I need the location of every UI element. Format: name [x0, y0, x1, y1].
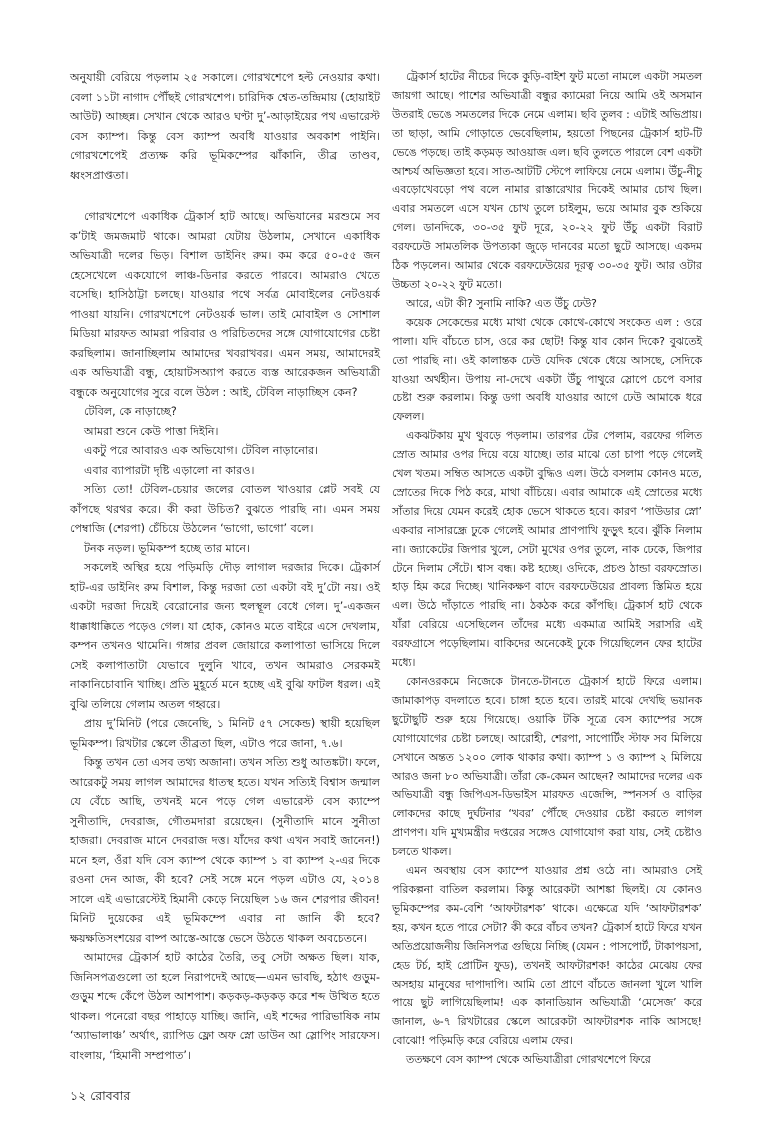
paragraph: প্রায় দু’মিনিট (পরে জেনেছি, ১ মিনিট ৫৭ সেকেন্ড) স্থায়ী হয়েছিল ভূমিকম্প। রিখটার স্কেলে তীব্রতা ছিল, এটাও পরে জানা, ৭.৬।: [70, 717, 380, 750]
paragraph: একঝটকায় মুখ থুবড়ে পড়লাম। তারপর টের পেলাম, বরফের গলিত স্রোত আমার ওপর দিয়ে বয়ে যাচ্ছে। তার মাঝে তো চাপা পড়ে গেলেই খেল খতম। সম্বিত আসতে একটা বুদ্ধিও এল। উঠে বসলাম কোনও মতে, স্রোতের দিকে পিঠ করে, মাথা বাঁচিয়ে। এবার আমাকে এই স্রোতের মধ্যে সাঁতার দিয়ে যেমন করেই হোক ভেসে থাকতে হবে। কারণ ‘পাউডার স্নো’ একবার নাসারন্ধ্রে ঢুকে গেলেই আমার প্রাণপাখি ফুড়ুৎ হবে। ঝুঁকি নিলাম না। জ্যাকেটের জিপার খুলে, সেটা মুখের ওপর তুলে, নাক ঢেকে, জিপার টেনে দিলাম সেঁটে। শ্বাস বন্ধ। কষ্ট হচ্ছে। ওদিকে, প্রচণ্ড ঠান্ডা বরফস্রোত। হাড় হিম করে দিচ্ছে। খানিকক্ষণ বাদে বরফঢেউয়ের প্রাবল্য স্তিমিত হয়ে এল। উঠে দাঁড়াতে পারছি না। ঠকঠক করে কাঁপছি। ট্রেকার্স হাট থেকে যাঁরা বেরিয়ে এসেছিলেন তাঁদের মধ্যে একমাত্র আমিই সরাসরি এই বরফগ্রাসে পড়েছিলাম। বাকিদের অনেকেই ঢুকে গিয়েছিলেন ফের হাটের মধ্যে।: [392, 429, 702, 670]
paragraph: সকলেই অস্থির হয়ে পড়িমড়ি দৌড় লাগাল দরজার দিকে। ট্রেকার্স হাট-এর ডাইনিং রুম বিশাল, কিন্তু দরজা তো একটা বই দু’টো নয়। ওই একটা দরজা দিয়েই বেরোনোর জন্য হুলস্থূল বেধে গেল। দু’-একজন ধাক্কাধাক্কিতে পড়েও গেল। যা হোক, কোনও মতে বাইরে এসে দেখলাম, কম্পন তখনও থামেনি। গঙ্গার প্রবল জোয়ারে কলাপাতা ভাসিয়ে দিলে সেই কলাপাতাটা যেভাবে দুলুনি খাবে, তখন আমরাও সেরকমই নাকানিচোবানি খাচ্ছি। প্রতি মুহূর্তে মনে হচ্ছে এই বুঝি ফাটল ধরল। এই বুঝি তলিয়ে গেলাম অতল গহ্বরে।: [70, 561, 380, 711]
paragraph: সত্যি তো! টেবিল-চেয়ার জলের বোতল খাওয়ার প্লেট সবই যে কাঁপছে থরথর করে। কী করা উচিত? বুঝতে পারছি না। এমন সময় পেম্বাজি (শেরপা) চেঁচিয়ে উঠলেন ‘ভাগো, ভাগো’ বলে।: [70, 483, 380, 535]
paragraph: আমাদের ট্রেকার্স হাট কাঠের তৈরি, তবু সেটা অক্ষত ছিল। যাক, জিনিসপত্রগুলো তা হলে নিরাপদেই আছে—এমন ভাবছি, হঠাৎ গুড়ুম-গুড়ুম শব্দে কেঁপে উঠল আশপাশ। কড়কড়-কড়কড় করে শব্দ উত্থিত হতে থাকল। পনেরো বছর পাহাড়ে যাচ্ছি। জানি, এই শব্দের পারিভাষিক নাম ‘অ্যাভালাঞ্চ’ অর্থাৎ, র‍্যাপিড ফ্লো অফ স্নো ডাউন আ স্লোপিং সারফেস। বাংলায়, ‘হিমানী সম্প্রপাত’।: [70, 951, 380, 1062]
paragraph: একটু পরে আবারও এক অভিযোগ। টেবিল নাড়ানোর।: [84, 444, 319, 457]
paragraph-gap: [70, 185, 380, 207]
paragraph: এবার ব্যাপারটা দৃষ্টি এড়ালো না কারও।: [84, 463, 255, 477]
paragraph: টেবিল, কে নাড়াচ্ছে?: [84, 405, 177, 418]
right-column: [392, 68, 702, 1070]
page-footer: [70, 1088, 130, 1108]
paragraph: কিন্তু তখন তো এসব তথ্য অজানা। তখন সত্যি শুধু আতঙ্কটা। ফলে, আরেকটু সময় লাগল আমাদের ধাতস্থ হতে। যখন সত্যিই বিশ্বাস জন্মাল যে বেঁচে আছি, তখনই মনে পড়ে গেল এভারেস্ট বেস ক্যাম্পে সুনীতাদি, দেবরাজ, গৌতমদারা রয়েছেন। (সুনীতাদি মানে সুনীতা হাজরা। দেবরাজ মানে দেবরাজ দত্ত। যাঁদের কথা এখন সবাই জানেন!) মনে হল, ওঁরা যদি বেস ক্যাম্প থেকে ক্যাম্প ১ বা ক্যাম্প ২-এর দিকে রওনা দেন আজ, কী হবে? সেই সঙ্গে মনে পড়ল এটাও যে, ২০১৪ সালে এই এভারেস্টেই হিমানী কেড়ে নিয়েছিল ১৬ জন শেরপার জীবন! মিনিট দুয়েকের এই ভূমিকম্পে এবার না জানি কী হবে? ক্ষয়ক্ষতিসংশয়ের বাষ্প আস্তে-আস্তে ভেসে উঠতে থাকল অবচেতনে।: [70, 756, 380, 945]
paragraph: আমরা শুনে কেউ পাত্তা দিইনি।: [84, 424, 219, 438]
paragraph: অনুযায়ী বেরিয়ে পড়লাম ২৫ সকালে। গোরখশেপে হল্ট নেওয়ার কথা। বেলা ১১টা নাগাদ পৌঁছই গোরখশেপ। চারিদিক শ্বেত-তন্দ্রিমায় (হোয়াইট আউট) আচ্ছন্ন। সেখান থেকে আরও ঘণ্টা দু’-আড়াইয়ের পথ এভারেস্ট বেস ক্যাম্প। কিন্তু বেস ক্যাম্প অবধি যাওয়ার অবকাশ পাইনি। গোরখশেপেই প্রত্যক্ষ করি ভূমিকম্পের ঝাঁকানি, তীব্র তাণ্ডব, ধ্বংসপ্রাপ্ততা।: [70, 71, 380, 182]
left-column: [70, 68, 380, 1065]
paragraph: টনক নড়ল। ভূমিকম্প হচ্ছে তার মানে।: [84, 541, 250, 555]
paragraph: কোনওরকমে নিজেকে টানতে-টানতে ট্রেকার্স হাটে ফিরে এলাম। জামাকাপড় বদলাতে হবে। চাঙ্গা হতে হবে। তারই মাঝে দেখছি ভয়ানক ছুটোছুটি শুরু হয়ে গিয়েছে। ওয়াকি টকি সূত্রে বেস ক্যাম্পের সঙ্গে যোগাযোগের চেষ্টা চলছে। আরোহী, শেরপা, সাপোর্টিং স্টাফ সব মিলিয়ে সেখানে অন্তত ১২০০ লোক থাকার কথা। ক্যাম্প ১ ও ক্যাম্প ২ মিলিয়ে আরও জনা ৮০ অভিযাত্রী। তাঁরা কে-কেমন আছেন? আমাদের দলের এক অভিযাত্রী বন্ধু জিপিএস-ডিভাইস মারফত এজেন্সি, স্পনসর্স ও বাড়ির লোকদের কাছে দুর্ঘটনার ‘খবর’ পৌঁছে দেওয়ার চেষ্টা করতে লাগল প্রাণপণ। যদি মুখ্যমন্ত্রীর দপ্তরের সঙ্গেও যোগাযোগ করা যায়, সেই চেষ্টাও চলতে থাকল।: [392, 675, 702, 859]
paragraph: আরে, এটা কী? সুনামি নাকি? এত উঁচু ঢেউ?: [406, 296, 597, 310]
paragraph: ট্রেকার্স হাটের নীচের দিকে কুড়ি-বাইশ ফুট মতো নামলে একটা সমতল জায়গা আছে। পাশের অভিযাত্রী বন্ধুর ক্যামেরা নিয়ে আমি ওই অসমান উতরাই ভেঙে সমতলের দিকে নেমে এলাম। ছবি তুলব : এটাই অভিপ্রায়। তা ছাড়া, আমি গোড়াতে ভেবেছিলাম, হয়তো পিছনের ট্রেকার্স হাট-টি ভেঙে পড়ছে। তাই কড়মড় আওয়াজ এল। ছবি তুলতে পারলে বেশ একটা আশ্চর্য অভিজ্ঞতা হবে। সাত-আটটি স্টেপে লাফিয়ে নেমে এলাম। উঁচু-নীচু এবড়োখেবড়ো পথ বলে নামার রাস্তারেখার দিকেই আমার চোখ ছিল। এবার সমতলে এসে যখন চোখ তুলে চাইলুম, ভয়ে আমার বুক শুকিয়ে গেল। ডানদিকে, ৩০-৩৫ ফুট দূরে, ২০-২২ ফুট উঁচু একটা বিরাট বরফঢেউ সামতলিক উপত্যকা জুড়ে দানবের মতো ছুটে আসছে। একদম ঠিক পড়লেন। আমার থেকে বরফঢেউয়ের দূরত্ব ৩০-৩৫ ফুট। আর ওটার উচ্চতা ২০-২২ ফুট মতো।: [392, 70, 702, 291]
paragraph: কয়েক সেকেন্ডের মধ্যে মাথা থেকে কোথে-কোথে সংকেত এল : ওরে পালা। যদি বাঁচতে চাস, ওরে কর ছোট! কিন্তু যাব কোন দিকে? বুঝতেই তো পারছি না। ওই কালান্তক ঢেউ যেদিক থেকে ধেয়ে আসছে, সেদিকে যাওয়া অর্থহীন। উপায় না-দেখে একটা উঁচু পাথুরে স্লোপে চেপে বসার চেষ্টা শুরু করলাম। কিন্তু ডগা অবধি যাওয়ার আগে ঢেউ আমাকে ধরে ফেলল।: [392, 315, 702, 424]
paragraph: এমন অবস্থায় বেস ক্যাম্পে যাওয়ার প্রশ্ন ওঠে না। আমরাও সেই পরিকল্পনা বাতিল করলাম। কিন্তু আরেকটা আশঙ্কা ছিলই। যে কোনও ভূমিকম্পের কম-বেশি ‘আফটারশক’ থাকে। এক্ষেত্রে যদি ‘আফটারশক’ হয়, কখন হতে পারে সেটা? কী করে বাঁচব তখন? ট্রেকার্স হাটে ফিরে যখন অতিপ্রয়োজনীয় জিনিসপত্র গুছিয়ে নিচ্ছি (যেমন : পাসপোর্ট, টাকাপয়সা, হেড টর্চ, হাই প্রোটিন ফুড), তখনই আফটারশক! কাঠের মেঝেয় ফের অসহায় মানুষের দাপাদাপি। আমি তো প্রাণে বাঁচতে জানলা খুলে খালি পায়ে ছুট লাগিয়েছিলাম! এক কানাডিয়ান অভিযাত্রী ‘মেসেজ’ করে জানাল, ৬-৭ রিখটারের স্কেলে আরেকটা আফটারশক নাকি আসছে! বোঝো! পড়িমড়ি করে বেরিয়ে এলাম ফের।: [392, 864, 702, 1048]
section-name: রোববার: [90, 1088, 131, 1103]
paragraph: ততক্ষণে বেস ক্যাম্প থেকে অভিযাত্রীরা গোরখশেপে ফিরে: [406, 1053, 651, 1067]
paragraph: গোরখশেপে একাধিক ট্রেকার্স হাট আছে। অভিযানের মরশুমে সব ক’টাই জমজমাট থাকে। আমরা যেটায় উঠলাম, সেখানে একাধিক অভিযাত্রী দলের ভিড়। বিশাল ডাইনিং রুম। কম করে ৫০-৫৫ জন হেসেখেলে একযোগে লাঞ্চ-ডিনার করতে পারবে। আমরাও খেতে বসেছি। হাসিঠাট্টা চলছে। যাওয়ার পথে সর্বত্র মোবাইলের নেটওয়র্ক পাওয়া যায়নি। গোরখশেপে নেটওয়র্ক ভাল। তাই মোবাইল ও সোশাল মিডিয়া মারফত আমরা পরিবার ও পরিচিতদের সঙ্গে যোগাযোগের চেষ্টা করছিলাম। জানাচ্ছিলাম আমাদের খবরাখবর। এমন সময়, আমাদেরই এক অভিযাত্রী বন্ধু, হোয়াটসঅ্যাপ করতে ব্যস্ত আরেকজন অভিযাত্রী বন্ধুকে অনুযোগের সুরে বলে উঠল : আই, টেবিল নাড়াচ্ছিস কেন?: [70, 210, 380, 399]
page-number: ১২: [70, 1088, 87, 1103]
